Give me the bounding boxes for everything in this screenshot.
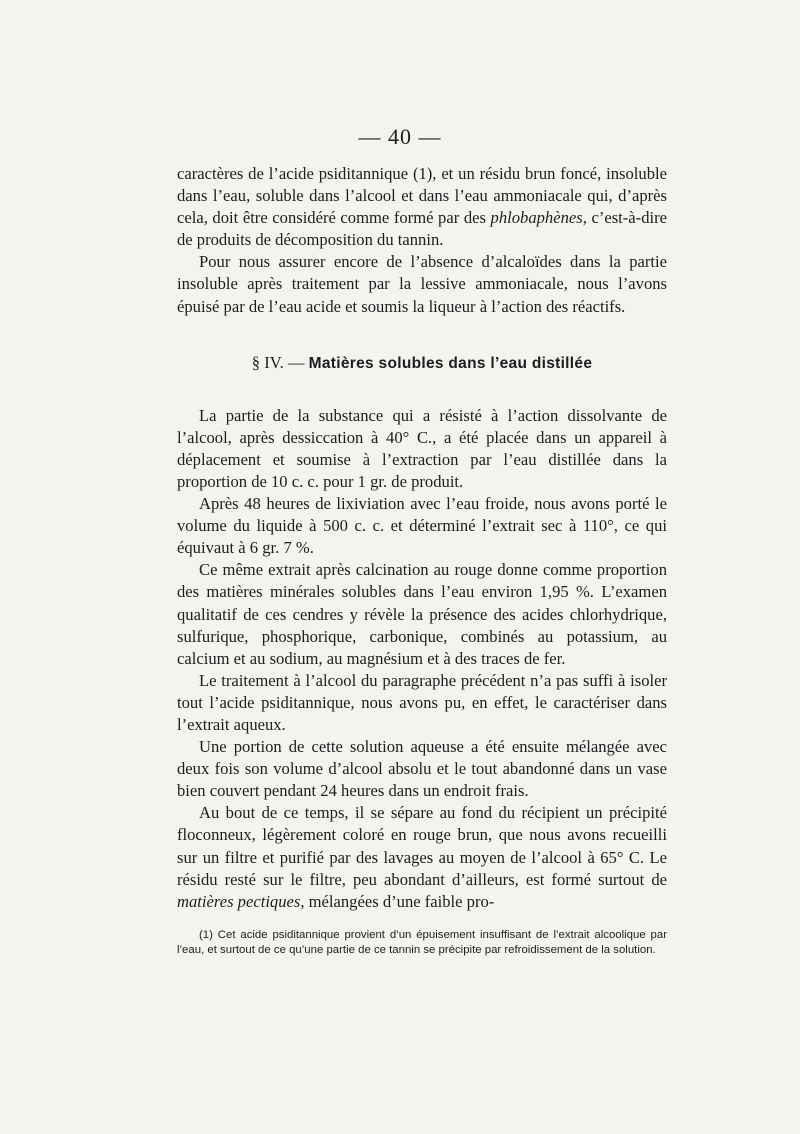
footnote [177, 928, 667, 958]
section-number: § IV. — [251, 352, 305, 372]
section-heading [177, 352, 667, 375]
italic-term: matières pectiques [177, 891, 301, 911]
paragraph: Après 48 heures de lixiviation avec l’eau froide, nous avons porté le volume du liquide à 500 c. c. et déterminé l’extrait sec à 110°, ce qui équivaut à 6 gr. 7 %. [177, 494, 667, 558]
paragraph: Ce même extrait après calcination au rouge donne comme proportion des matières minérales solubles dans l’eau environ 1,95 %. L’examen qualitatif de ces cendres y révèle la présence des acides chlorhydrique, sulfurique, phosphorique, carbonique, combinés au potassium, au calcium et au sodium, au magnésium et à des traces de fer. [177, 560, 667, 668]
page-number: — 40 — [358, 124, 442, 149]
paragraph-text: Au bout de ce temps, il se sépare au fond du récipient un précipité floconneux, légèrement coloré en rouge brun, que nous avons recueilli sur un filtre et purifié par des lavages au moyen de l’alcool à 65° C. Le résidu resté sur le filtre, peu abondant d’ailleurs, est formé surtout de [177, 803, 667, 889]
paragraph [177, 802, 667, 912]
paragraph-text: , c’est-à-dire de produits de décomposition du tannin. [177, 208, 667, 250]
paragraph-text: , mélangées d’une faible pro- [300, 891, 495, 911]
paragraph-continuation [177, 163, 667, 251]
main-text [177, 163, 667, 913]
footnote-text: (1) Cet acide psiditannique provient d’un épuisement insuffisant de l’extrait alcoolique par l’eau, et surtout de ce qu’une partie de ce tannin se précipite par refroidissement de la solution. [177, 929, 667, 956]
paragraph: Une portion de cette solution aqueuse a été ensuite mélangée avec deux fois son volume d’alcool absolu et le tout abandonné dans un vase bien couvert pendant 24 heures dans un endroit frais. [177, 737, 667, 801]
paragraph: La partie de la substance qui a résisté à l’action dissolvante de l’alcool, après dessiccation à 40° C., a été placée dans un appareil à déplacement et soumise à l’extraction par l’eau distillée dans la proportion de 10 c. c. pour 1 gr. de produit. [177, 405, 667, 491]
section-title: Matières solubles dans l’eau distillée [308, 354, 593, 372]
paragraph: Pour nous assurer encore de l’absence d’alcaloïdes dans la partie insoluble après traitement par la lessive ammoniacale, nous l’avons épuisé par de l’eau acide et soumis la liqueur à l’action des réactifs. [177, 252, 667, 316]
italic-term: phlobaphènes [490, 208, 583, 228]
paragraph: Le traitement à l’alcool du paragraphe précédent n’a pas suffi à isoler tout l’acide psiditannique, nous avons pu, en effet, le caractériser dans l’extrait aqueux. [177, 670, 667, 734]
paragraph-text: caractères de l’acide psiditannique (1), et un résidu brun foncé, insoluble dans l’eau, soluble dans l’alcool et dans l’eau ammoniacale qui, d’après cela, doit être considéré comme formé par des [177, 164, 667, 228]
